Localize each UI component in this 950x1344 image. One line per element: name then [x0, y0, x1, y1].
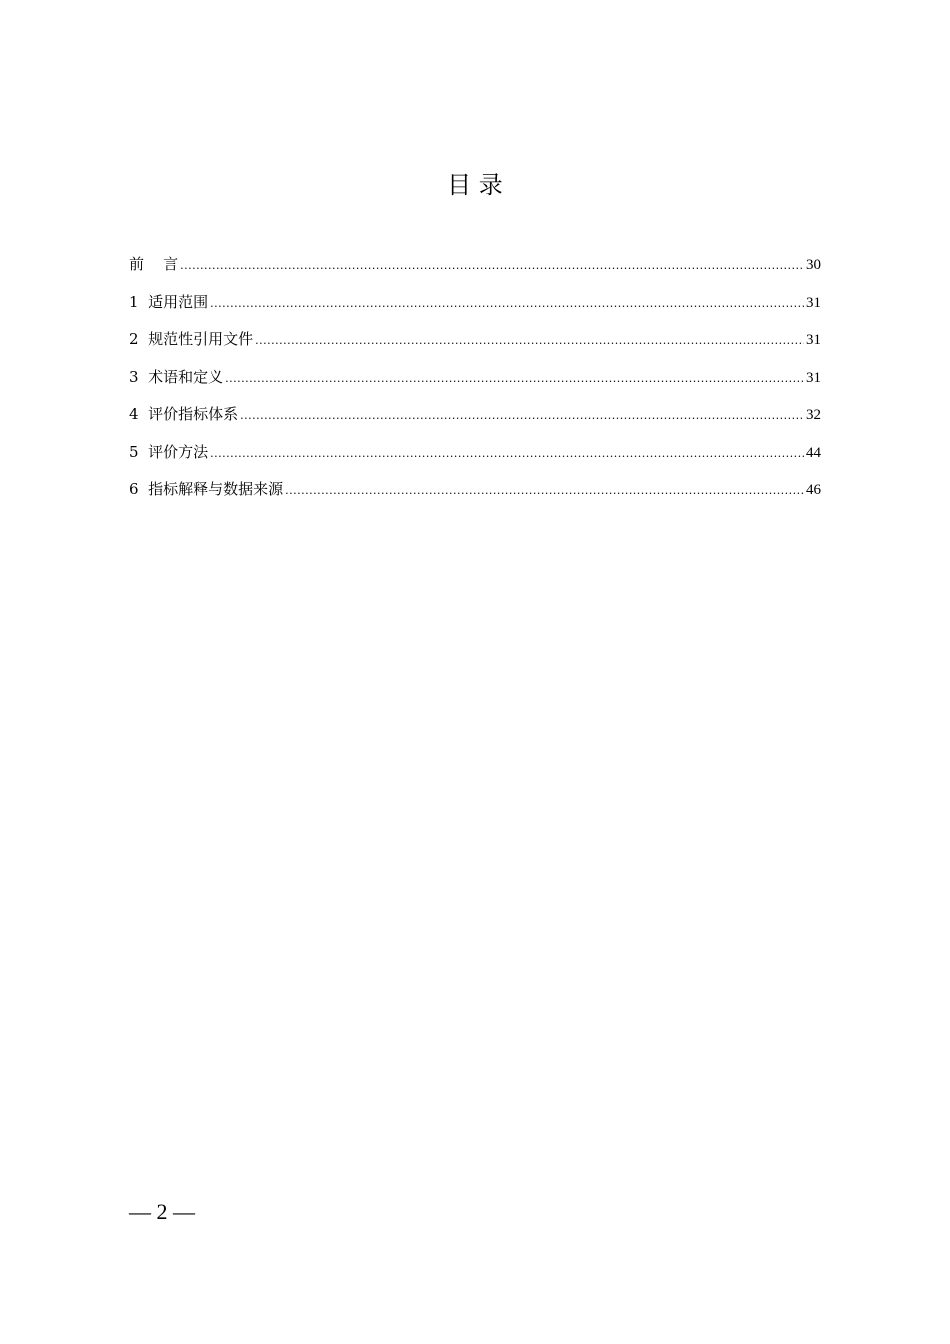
toc-entry-number: 5 [129, 442, 149, 461]
table-of-contents [129, 252, 821, 515]
toc-dot-leader [240, 404, 804, 428]
toc-entry-terms-definitions[interactable] [129, 365, 821, 403]
toc-entry-normative-references[interactable] [129, 327, 821, 365]
toc-entry-page: 31 [806, 294, 821, 311]
toc-entry-page: 44 [806, 444, 821, 461]
toc-dot-leader [210, 292, 804, 316]
toc-entry-number: 1 [129, 292, 149, 311]
toc-dot-leader [255, 329, 804, 353]
toc-dot-leader [285, 479, 804, 503]
page-number: — 2 — [129, 1199, 195, 1224]
toc-entry-label: 规范性引用文件 [148, 330, 254, 348]
toc-entry-evaluation-method[interactable] [129, 440, 821, 478]
toc-entry-label: 指标解释与数据来源 [148, 480, 284, 498]
toc-entry-page: 32 [806, 407, 821, 423]
page-title: 目 录 [447, 171, 503, 199]
toc-entry-page: 30 [806, 257, 821, 273]
toc-entry-label: 评价方法 [148, 442, 209, 461]
toc-entry-page: 31 [806, 332, 821, 348]
toc-entry-number: 3 [129, 367, 149, 386]
toc-dot-leader [225, 367, 804, 391]
toc-entry-scope[interactable] [129, 290, 821, 328]
toc-entry-label: 术语和定义 [148, 367, 224, 386]
toc-entry-label: 适用范围 [148, 292, 209, 311]
toc-entry-preface[interactable] [129, 252, 821, 290]
toc-entry-page: 46 [806, 482, 821, 498]
toc-entry-number: 4 [129, 405, 149, 423]
toc-entry-label: 评价指标体系 [148, 405, 239, 423]
toc-entry-label: 前 言 [129, 255, 179, 273]
toc-entry-indicator-explanation[interactable] [129, 477, 821, 515]
toc-entry-indicator-system[interactable] [129, 402, 821, 440]
toc-dot-leader [180, 254, 804, 278]
toc-entry-number: 2 [129, 330, 149, 348]
toc-dot-leader [210, 442, 804, 466]
toc-entry-page: 31 [806, 369, 821, 386]
toc-entry-number: 6 [129, 480, 149, 498]
